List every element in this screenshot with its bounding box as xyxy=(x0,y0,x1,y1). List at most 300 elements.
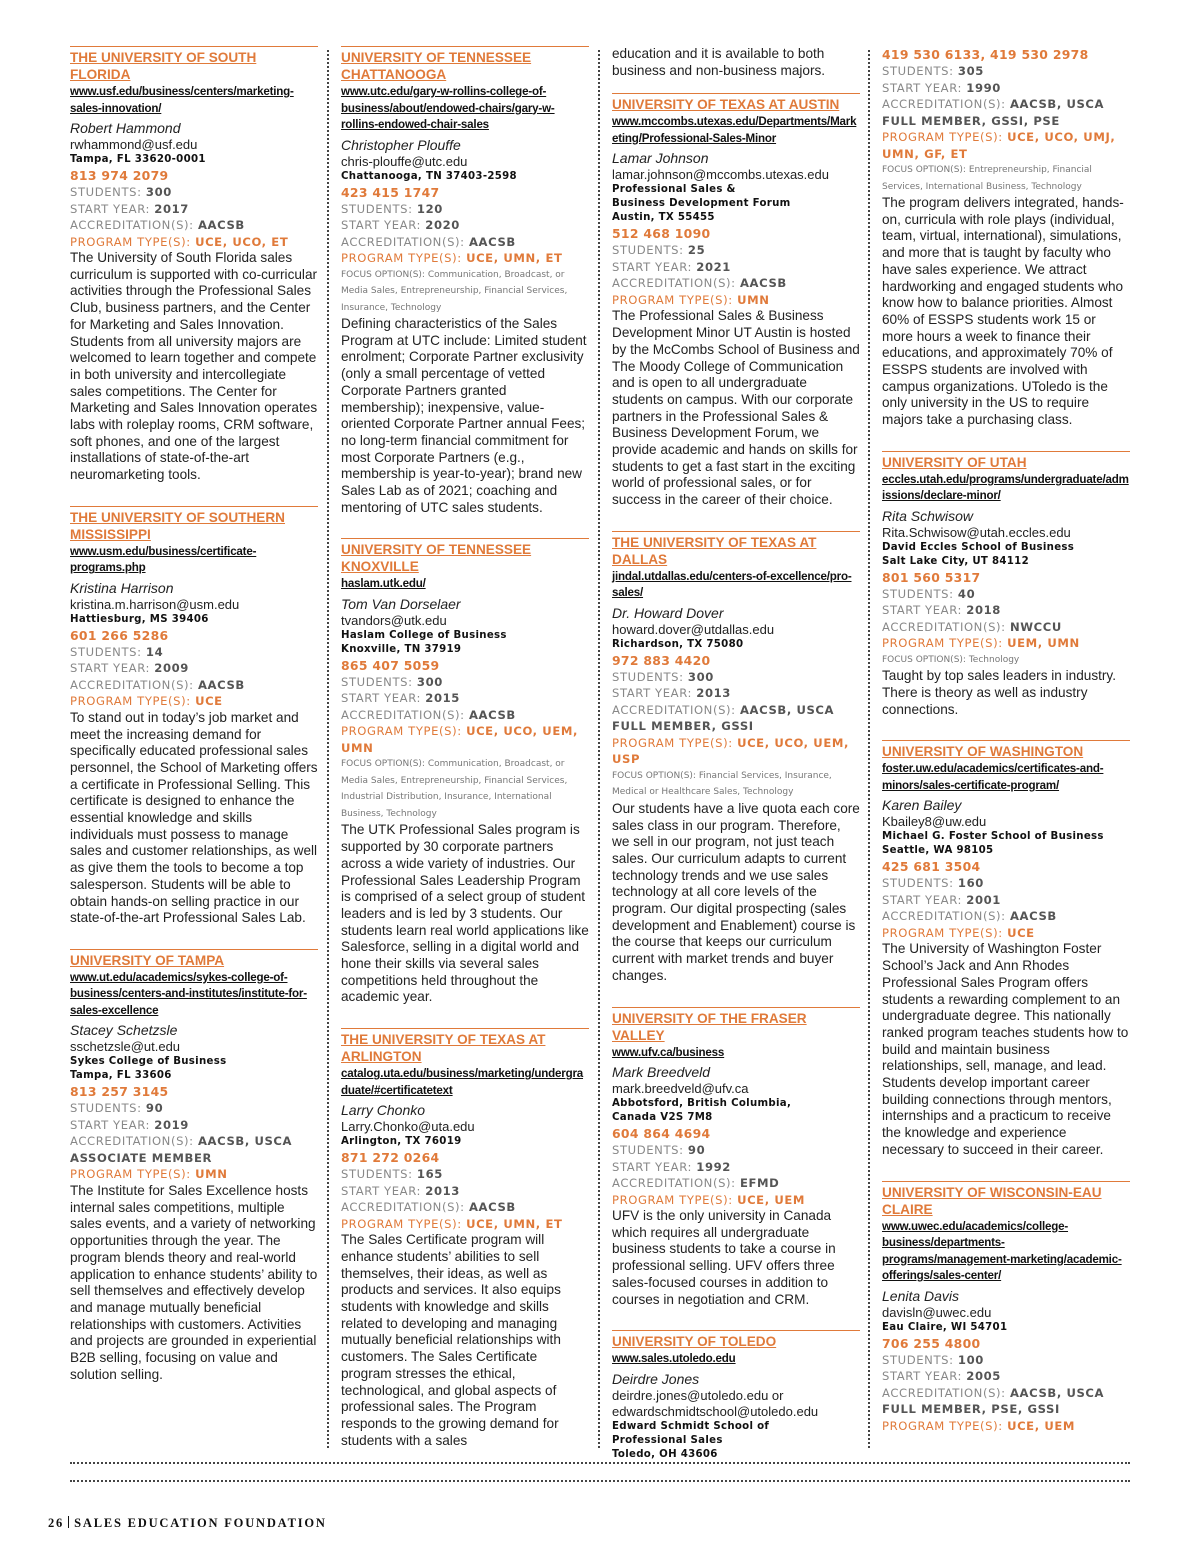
heading-rule xyxy=(612,93,860,94)
accreditation xyxy=(612,702,860,735)
students-label: STUDENTS: xyxy=(882,586,954,601)
focus-options-label: FOCUS OPTION(S): xyxy=(612,770,696,781)
contact-email[interactable]: sschetzsle@ut.edu xyxy=(70,1039,181,1055)
accreditation-value: AACSB, USCA ASSOCIATE MEMBER xyxy=(70,1134,293,1165)
phone-number: 419 530 6133, 419 530 2978 xyxy=(882,47,1089,62)
phone-number: 871 272 0264 xyxy=(341,1150,440,1166)
contact-email[interactable]: Rita.Schwisow@utah.eccles.edu xyxy=(882,524,1071,540)
school-entry xyxy=(70,46,318,484)
heading-rule xyxy=(70,506,318,507)
accreditation xyxy=(341,1199,589,1216)
heading-rule xyxy=(882,451,1130,452)
program-url[interactable]: www.ut.edu/academics/sykes-college-of-business/centers-and-institutes/institute-for-sales-excellence xyxy=(70,970,307,1017)
students-value: 165 xyxy=(416,1167,443,1182)
contact-email[interactable]: howard.dover@utdallas.edu xyxy=(612,621,775,637)
accreditation-label: ACCREDITATION(S): xyxy=(341,707,465,722)
description-continued: education and it is available to both business and non-business majors. xyxy=(612,46,826,78)
program-type xyxy=(341,723,589,756)
start-year xyxy=(612,1159,860,1176)
university-name: UNIVERSITY OF THE FRASER VALLEY xyxy=(612,1010,807,1043)
accreditation-label: ACCREDITATION(S): xyxy=(341,234,465,249)
address-line: Seattle, WA 98105 xyxy=(882,845,994,857)
students-label: STUDENTS: xyxy=(341,1167,413,1182)
university-name: UNIVERSITY OF TAMPA xyxy=(70,952,225,968)
program-type-label: PROGRAM TYPE(S): xyxy=(70,1167,191,1182)
contact-email[interactable]: Larry.Chonko@uta.edu xyxy=(341,1119,475,1135)
start-year-label: START YEAR: xyxy=(612,686,692,701)
program-url[interactable]: www.mccombs.utexas.edu/Departments/Marketing/Professional-Sales-Minor xyxy=(612,115,857,145)
heading-rule xyxy=(612,1330,860,1331)
address-line: Knoxville, TN 37919 xyxy=(341,643,462,655)
program-type-value: UCE, UMN, ET xyxy=(466,1216,563,1231)
focus-options xyxy=(882,652,1130,669)
accreditation xyxy=(70,677,318,694)
start-year-value: 2019 xyxy=(154,1117,189,1132)
accreditation-label: ACCREDITATION(S): xyxy=(882,97,1006,111)
students xyxy=(70,1100,318,1117)
heading-rule xyxy=(70,949,318,950)
start-year-value: 2018 xyxy=(966,603,1001,618)
program-type-value: UCE, UMN, ET xyxy=(466,251,563,265)
address-line: Canada V2S 7M8 xyxy=(612,1112,713,1124)
contact-email[interactable]: tvandors@utk.edu xyxy=(341,612,447,628)
accreditation-value: AACSB, USCA FULL MEMBER, GSSI, PSE xyxy=(882,97,1105,128)
heading-rule xyxy=(341,46,589,47)
program-type-value: UCE, UEM xyxy=(1007,1418,1076,1433)
phone-number: 423 415 1747 xyxy=(341,184,440,200)
start-year-value: 2021 xyxy=(696,259,731,274)
program-type xyxy=(70,693,318,710)
accreditation xyxy=(70,217,318,234)
start-year xyxy=(70,1117,318,1134)
program-type-value: UCE xyxy=(1007,925,1035,940)
students-label: STUDENTS: xyxy=(882,876,954,891)
program-url[interactable]: www.uwec.edu/academics/college-business/departments-programs/management-marketing/academic-offerings/sales-center/ xyxy=(882,1219,1122,1283)
accreditation-value: AACSB xyxy=(468,1200,516,1215)
students-label: STUDENTS: xyxy=(882,64,954,78)
program-type-label: PROGRAM TYPE(S): xyxy=(882,130,1003,144)
program-url[interactable]: www.usf.edu/business/centers/marketing-sales-innovation/ xyxy=(70,85,294,115)
heading-rule xyxy=(612,1007,860,1008)
accreditation-value: AACSB xyxy=(468,707,516,722)
students xyxy=(341,674,589,691)
contact-name: Dr. Howard Dover xyxy=(612,604,724,621)
school-entry xyxy=(70,506,318,927)
accreditation xyxy=(612,275,860,292)
program-type-label: PROGRAM TYPE(S): xyxy=(882,925,1003,940)
contact-name: Lenita Davis xyxy=(882,1287,960,1304)
school-entry xyxy=(70,949,318,1383)
column-divider xyxy=(327,50,329,1448)
accreditation-label: ACCREDITATION(S): xyxy=(882,909,1006,924)
contact-name: Mark Breedveld xyxy=(612,1064,711,1081)
accreditation-value: AACSB, USCA FULL MEMBER, PSE, GSSI xyxy=(882,1385,1105,1417)
program-description: The Institute for Sales Excellence hosts internal sales competitions, multiple sales events, and a variety of networking opportunities through the year. The program blends theory and real-world application to enhance students’ ability to sell themselves and effectively develop and manage mutually beneficial relationships with customers. Activities and projects are grounded in experiential B2B selling, focusing on value and solution selling. xyxy=(70,1182,318,1382)
university-name: UNIVERSITY OF WASHINGTON xyxy=(882,744,1084,760)
university-name: THE UNIVERSITY OF SOUTHERN MISSISSIPPI xyxy=(70,509,286,542)
contact-email[interactable]: lamar.johnson@mccombs.utexas.edu xyxy=(612,167,829,183)
focus-options-value: Entrepreneurship, Financial Services, International Business, Technology xyxy=(882,165,1092,192)
program-url[interactable]: www.sales.utoledo.edu xyxy=(612,1352,736,1366)
heading-rule xyxy=(341,538,589,539)
focus-options-label: FOCUS OPTION(S): xyxy=(341,759,425,770)
accreditation-label: ACCREDITATION(S): xyxy=(882,619,1006,634)
start-year-value: 1992 xyxy=(696,1159,731,1174)
program-description: The Professional Sales & Business Development Minor UT Austin is hosted by the McCombs School of Business and The Moody College of Communication and is open to all undergraduate students on campus. With our corporate partners in the Professional Sales & Business Development Forum, we provide academic and hands on skills for students to get a fast start in the exciting world of professional sales, or for success in the career of their choice. xyxy=(612,308,860,508)
start-year-label: START YEAR: xyxy=(612,1159,692,1174)
program-type xyxy=(70,234,318,251)
program-url[interactable]: www.utc.edu/gary-w-rollins-college-of-business/about/endowed-chairs/gary-w-rollins-endowed-chair-sales xyxy=(341,85,555,131)
program-type xyxy=(882,1418,1130,1435)
contact-email[interactable]: deirdre.jones@utoledo.edu or edwardschmidtschool@utoledo.edu xyxy=(612,1387,819,1419)
university-name: UNIVERSITY OF TENNESSEE KNOXVILLE xyxy=(341,542,532,575)
address-line: Haslam College of Business xyxy=(341,629,507,641)
focus-options-value: Communication, Broadcast, or Media Sales, Entrepreneurship, Financial Services, Industrial Distribution, Insurance, International Business, Technology xyxy=(341,759,568,819)
program-type-label: PROGRAM TYPE(S): xyxy=(341,1216,462,1231)
program-type-label: PROGRAM TYPE(S): xyxy=(882,1418,1003,1433)
start-year xyxy=(341,1183,589,1200)
school-entry xyxy=(341,46,589,516)
column-divider xyxy=(598,50,600,1448)
program-url[interactable]: haslam.utk.edu/ xyxy=(341,577,426,591)
contact-email[interactable]: chris-plouffe@utc.edu xyxy=(341,153,468,169)
accreditation-label: ACCREDITATION(S): xyxy=(882,1385,1006,1400)
start-year xyxy=(70,660,318,677)
accreditation-value: AACSB xyxy=(197,677,245,692)
start-year-label: START YEAR: xyxy=(341,691,421,706)
start-year-value: 2020 xyxy=(425,218,460,232)
phone-number: 813 257 3145 xyxy=(70,1084,169,1100)
program-description: Taught by top sales leaders in industry. There is theory as well as industry connections. xyxy=(882,668,1116,717)
program-description: The University of Washington Foster School’s Jack and Ann Rhodes Professional Sales Program offers students a rewarding complement to an undergraduate degree. This nationally ranked program teaches students how to build and maintain business relationships, sell, manage, and lead. Students develop important career building connections through mentors, internships and a practicum to receive the knowledge and experience necessary to succeed in their career. xyxy=(882,941,1129,1157)
program-type xyxy=(341,1216,589,1233)
students-value: 120 xyxy=(416,201,443,216)
contact-email[interactable]: rwhammond@usf.edu xyxy=(70,137,198,152)
start-year-value: 2017 xyxy=(154,201,189,216)
program-type xyxy=(341,250,589,267)
publication-name: SALES EDUCATION FOUNDATION xyxy=(74,1516,327,1530)
program-url[interactable]: www.usm.edu/business/certificate-programs.php xyxy=(70,544,257,575)
university-name: UNIVERSITY OF TOLEDO xyxy=(612,1334,777,1350)
students-label: STUDENTS: xyxy=(341,201,413,216)
program-type xyxy=(882,129,1130,162)
phone-number: 512 468 1090 xyxy=(612,226,711,242)
program-type-label: PROGRAM TYPE(S): xyxy=(882,636,1003,651)
accreditation-value: NWCCU xyxy=(1009,619,1062,634)
accreditation-label: ACCREDITATION(S): xyxy=(612,702,736,717)
accreditation-value: EFMD xyxy=(739,1176,780,1191)
program-description: To stand out in today’s job market and meet the increasing demand for specifically educated professional sales personnel, the School of Marketing offers a certificate in Professional Selling. This certificate is designed to enhance the essential knowledge and skills individuals must possess to manage sales and customer relationships, as well as give them the tools to become a top salesperson. Students will be able to obtain hands-on selling practice in our state-of-the-art Professional Sales Lab. xyxy=(70,709,318,926)
program-type-value: UMN xyxy=(737,292,770,307)
column-1 xyxy=(70,46,318,1405)
focus-options xyxy=(341,267,589,317)
start-year xyxy=(612,685,860,702)
contact-name: Christopher Plouffe xyxy=(341,136,461,153)
start-year xyxy=(612,259,860,276)
address-line: Abbotsford, British Columbia, xyxy=(612,1098,792,1110)
school-entry xyxy=(612,1007,860,1309)
focus-options-value: Technology xyxy=(968,654,1020,665)
program-description: The program delivers integrated, hands-on, curricula with role plays (individual, team, virtual, international), simulations, and more that is taught by faculty who have sales experience. We attract hardworking and engaged students who know how to balance priorities. Almost 60% of ESSPS students work 15 or more hours a week to finance their educations, and approximately 70% of ESSPS students are involved with campus organizations. UToledo is the only university in the US to require majors take a purchasing class. xyxy=(882,195,1124,428)
start-year xyxy=(882,80,1130,97)
program-type-label: PROGRAM TYPE(S): xyxy=(612,735,733,750)
start-year-label: START YEAR: xyxy=(341,218,421,232)
address-line: Edward Schmidt School of xyxy=(612,1420,770,1432)
page-number: 26 xyxy=(48,1516,65,1530)
students-label: STUDENTS: xyxy=(882,1352,954,1367)
footer-bar xyxy=(68,1516,69,1528)
school-entry xyxy=(612,1330,860,1462)
students-value: 160 xyxy=(957,876,984,891)
start-year-value: 2013 xyxy=(425,1183,460,1198)
address-line: Michael G. Foster School of Business xyxy=(882,831,1104,843)
university-name: THE UNIVERSITY OF TEXAS AT DALLAS xyxy=(612,534,817,567)
school-entry xyxy=(341,538,589,1006)
program-type-label: PROGRAM TYPE(S): xyxy=(70,694,191,709)
address-line: Salt Lake City, UT 84112 xyxy=(882,555,1029,567)
students xyxy=(882,586,1130,603)
program-url[interactable]: catalog.uta.edu/business/marketing/undergraduate/#certificatetext xyxy=(341,1067,584,1097)
students-value: 14 xyxy=(145,644,164,659)
program-type-value: UCE xyxy=(195,694,223,709)
start-year xyxy=(341,690,589,707)
accreditation-value: AACSB xyxy=(468,234,516,249)
university-name: UNIVERSITY OF TEXAS AT AUSTIN xyxy=(612,97,840,113)
school-entry xyxy=(882,1181,1130,1435)
program-type xyxy=(612,735,860,768)
students-label: STUDENTS: xyxy=(612,1143,684,1158)
contact-name: Tom Van Dorselaer xyxy=(341,595,461,612)
address-line: Professional Sales xyxy=(612,1434,723,1446)
start-year xyxy=(882,892,1130,909)
accreditation xyxy=(341,234,589,251)
university-name: THE UNIVERSITY OF TEXAS AT ARLINGTON xyxy=(341,1032,546,1065)
accreditation-label: ACCREDITATION(S): xyxy=(612,276,736,291)
contact-name: Stacey Schetzsle xyxy=(70,1022,178,1039)
heading-rule xyxy=(882,740,1130,741)
start-year-value: 2001 xyxy=(966,892,1001,907)
accreditation xyxy=(882,619,1130,636)
contact-email[interactable]: Kbailey8@uw.edu xyxy=(882,814,987,830)
students xyxy=(341,201,589,218)
start-year xyxy=(882,602,1130,619)
start-year-value: 1990 xyxy=(966,80,1001,95)
start-year-label: START YEAR: xyxy=(882,603,962,618)
program-description: Defining characteristics of the Sales Program at UTC include: Limited student enrolment; Corporate Partner exclusivity (only a small percentage of vetted Corporate Partners granted membership); inexpensive, value-oriented Corporate Partner annual Fees; no long-term financial commitment for most Corporate Partners (e.g., membership is year-to-year); brand new Sales Lab as of 2021; coaching and mentoring of UTC sales students. xyxy=(341,316,587,515)
phone-number: 801 560 5317 xyxy=(882,569,981,585)
contact-email[interactable]: davisln@uwec.edu xyxy=(882,1304,992,1320)
program-description: The Sales Certificate program will enhance students’ abilities to sell themselves, their ideas, as well as products and services. It also equips students with knowledge and skills related to developing and managing mutually beneficial relationships with customers. The Sales Certificate program stresses the ethical, technological, and global aspects of professional sales. The Program responds to the growing demand for students with a sales xyxy=(341,1232,561,1448)
phone-number: 972 883 4420 xyxy=(612,652,711,668)
program-type-label: PROGRAM TYPE(S): xyxy=(612,1192,733,1207)
university-name: UNIVERSITY OF TENNESSEE CHATTANOOGA xyxy=(341,50,532,82)
focus-options-label: FOCUS OPTION(S): xyxy=(882,654,966,665)
contact-name: Kristina Harrison xyxy=(70,579,174,596)
university-name: THE UNIVERSITY OF SOUTH FLORIDA xyxy=(70,50,257,82)
program-url[interactable]: jindal.utdallas.edu/centers-of-excellence/pro-sales/ xyxy=(612,569,852,600)
program-type-label: PROGRAM TYPE(S): xyxy=(341,724,462,739)
program-description: UFV is the only university in Canada which requires all undergraduate business students to take a course in professional selling. UFV offers three sales-focused courses in addition to courses in negotiation and CRM. xyxy=(612,1208,836,1307)
accreditation xyxy=(612,1175,860,1192)
contact-email[interactable]: mark.breedveld@ufv.ca xyxy=(612,1081,749,1097)
page-footer xyxy=(48,1516,327,1531)
university-name: UNIVERSITY OF UTAH xyxy=(882,454,1027,470)
program-type-value: UCE, UCO, UEM, USP xyxy=(612,735,849,767)
start-year xyxy=(882,1368,1130,1385)
address-line: David Eccles School of Business xyxy=(882,541,1075,553)
students xyxy=(70,184,318,201)
phone-number: 813 974 2079 xyxy=(70,168,169,183)
page-divider xyxy=(70,1480,1130,1482)
accreditation-value: AACSB, USCA FULL MEMBER, GSSI xyxy=(612,702,835,734)
accreditation-value: AACSB xyxy=(1009,909,1057,924)
students-label: STUDENTS: xyxy=(612,669,684,684)
students-label: STUDENTS: xyxy=(70,644,142,659)
contact-name: Robert Hammond xyxy=(70,120,181,136)
start-year-value: 2013 xyxy=(696,686,731,701)
program-type-label: PROGRAM TYPE(S): xyxy=(612,292,733,307)
program-type-label: PROGRAM TYPE(S): xyxy=(341,251,462,265)
contact-name: Larry Chonko xyxy=(341,1102,426,1119)
address-line: Richardson, TX 75080 xyxy=(612,638,744,650)
address-line: Business Development Forum xyxy=(612,198,791,210)
students-value: 300 xyxy=(687,669,714,684)
accreditation-value: AACSB xyxy=(197,218,245,232)
phone-number: 706 255 4800 xyxy=(882,1335,981,1351)
program-type xyxy=(612,1192,860,1209)
start-year xyxy=(70,201,318,218)
accreditation xyxy=(341,707,589,724)
students xyxy=(612,1142,860,1159)
accreditation-label: ACCREDITATION(S): xyxy=(70,1134,194,1149)
students xyxy=(882,63,1130,80)
school-entry xyxy=(882,46,1130,429)
phone-number: 425 681 3504 xyxy=(882,859,981,875)
start-year-value: 2009 xyxy=(154,661,189,676)
school-entry xyxy=(612,93,860,508)
students xyxy=(612,669,860,686)
focus-options xyxy=(612,768,860,801)
start-year-label: START YEAR: xyxy=(612,259,692,274)
heading-rule xyxy=(70,46,318,47)
contact-name: Rita Schwisow xyxy=(882,507,974,524)
program-type-value: UCE, UCO, UMJ, UMN, GF, ET xyxy=(882,130,1116,161)
students-value: 40 xyxy=(957,586,976,601)
phone-number: 601 266 5286 xyxy=(70,627,169,643)
accreditation-label: ACCREDITATION(S): xyxy=(70,218,194,232)
school-entry xyxy=(882,451,1130,719)
university-name: UNIVERSITY OF WISCONSIN-EAU CLAIRE xyxy=(882,1184,1102,1217)
students xyxy=(882,1352,1130,1369)
program-type-label: PROGRAM TYPE(S): xyxy=(70,234,191,249)
accreditation-label: ACCREDITATION(S): xyxy=(341,1200,465,1215)
heading-rule xyxy=(341,1028,589,1029)
school-entry xyxy=(612,46,860,79)
address-line: Tampa, FL 33620-0001 xyxy=(70,154,206,165)
contact-name: Karen Bailey xyxy=(882,797,962,814)
focus-options-label: FOCUS OPTION(S): xyxy=(882,165,966,175)
address-line: Sykes College of Business xyxy=(70,1056,227,1068)
program-type xyxy=(70,1166,318,1183)
contact-email[interactable]: kristina.m.harrison@usm.edu xyxy=(70,596,240,612)
program-type-value: UCE, UCO, ET xyxy=(195,234,289,249)
program-url[interactable]: www.ufv.ca/business xyxy=(612,1045,725,1059)
program-description: Our students have a live quota each core sales class in our program. Therefore, we sell in our program, not just teach sales. Our curriculum adapts to current technology trends and we use sales technology at all core levels of the program. Our digital prospecting (sales development and Enablement) course is the course that keeps our curriculum current with market trends and buyer changes. xyxy=(612,800,860,983)
students-label: STUDENTS: xyxy=(612,243,684,258)
heading-rule xyxy=(612,531,860,532)
accreditation-value: AACSB xyxy=(739,276,787,291)
accreditation-label: ACCREDITATION(S): xyxy=(70,677,194,692)
students-label: STUDENTS: xyxy=(70,1101,142,1116)
address-line: Austin, TX 55455 xyxy=(612,212,715,224)
program-url[interactable]: foster.uw.edu/academics/certificates-and-minors/sales-certificate-program/ xyxy=(882,762,1104,792)
program-type xyxy=(882,925,1130,942)
students-label: STUDENTS: xyxy=(341,674,413,689)
accreditation xyxy=(882,96,1130,129)
address-line: Hattiesburg, MS 39406 xyxy=(70,613,209,625)
school-entry xyxy=(882,740,1130,1158)
program-description: The UTK Professional Sales program is supported by 30 corporate partners across a wide variety of industries. Our Professional Sales Leadership Program is comprised of a select group of student leaders and is led by 3 students. Our students learn real world applications like Salesforce, selling in a digital world and hone their skills via several sales competitions held throughout the academic year. xyxy=(341,822,589,1005)
program-description: The University of South Florida sales curriculum is supported with co-curricular activities through the Professional Sales Club, business partners, and the Center for Marketing and Sales Innovation. Students from all university majors are welcomed to learn together and compete in both university and intercollegiate sales competitions. The Center for Marketing and Sales Innovation operates labs with roleplay rooms, CRM software, soft phones, and one of the largest installations of state-of-the-art neuromarketing tools. xyxy=(70,250,318,483)
address-line: Eau Claire, WI 54701 xyxy=(882,1321,1008,1333)
students-value: 90 xyxy=(145,1101,164,1116)
start-year-value: 2005 xyxy=(966,1369,1001,1384)
program-type xyxy=(612,292,860,309)
column-4 xyxy=(882,46,1130,1456)
column-divider xyxy=(868,50,870,1448)
start-year-label: START YEAR: xyxy=(341,1183,421,1198)
students-value: 300 xyxy=(145,185,172,199)
students xyxy=(341,1166,589,1183)
focus-options xyxy=(882,162,1130,195)
accreditation xyxy=(882,1385,1130,1418)
address-line: Toledo, OH 43606 xyxy=(612,1448,718,1460)
start-year-label: START YEAR: xyxy=(70,201,150,216)
students xyxy=(612,242,860,259)
start-year-label: START YEAR: xyxy=(882,80,962,95)
accreditation-label: ACCREDITATION(S): xyxy=(612,1176,736,1191)
start-year xyxy=(341,217,589,234)
focus-options-label: FOCUS OPTION(S): xyxy=(341,269,425,280)
school-entry xyxy=(341,1028,589,1449)
focus-options-value: Communication, Broadcast, or Media Sales, Entrepreneurship, Financial Services, Insurance, Technology xyxy=(341,269,568,313)
focus-options-value: Financial Services, Insurance, Medical or Healthcare Sales, Technology xyxy=(612,770,832,798)
students xyxy=(882,875,1130,892)
program-type-value: UEM, UMN xyxy=(1007,636,1080,651)
students xyxy=(70,644,318,661)
program-url[interactable]: eccles.utah.edu/programs/undergraduate/admissions/declare-minor/ xyxy=(882,472,1129,503)
accreditation xyxy=(882,908,1130,925)
address-line: Arlington, TX 76019 xyxy=(341,1136,462,1148)
heading-rule xyxy=(882,1181,1130,1182)
address-line: Tampa, FL 33606 xyxy=(70,1070,172,1082)
contact-name: Lamar Johnson xyxy=(612,150,709,167)
students-value: 25 xyxy=(687,243,706,258)
students-label: STUDENTS: xyxy=(70,185,142,199)
program-type-value: UMN xyxy=(195,1167,228,1182)
students-value: 305 xyxy=(957,64,984,78)
page-divider xyxy=(70,1462,1130,1464)
start-year-value: 2015 xyxy=(425,691,460,706)
start-year-label: START YEAR: xyxy=(882,892,962,907)
program-type-value: UCE, UEM xyxy=(737,1192,806,1207)
contact-name: Deirdre Jones xyxy=(612,1370,700,1387)
start-year-label: START YEAR: xyxy=(70,1117,150,1132)
address-line: Professional Sales & xyxy=(612,184,736,196)
accreditation xyxy=(70,1133,318,1166)
students-value: 90 xyxy=(687,1143,706,1158)
school-entry xyxy=(612,531,860,985)
